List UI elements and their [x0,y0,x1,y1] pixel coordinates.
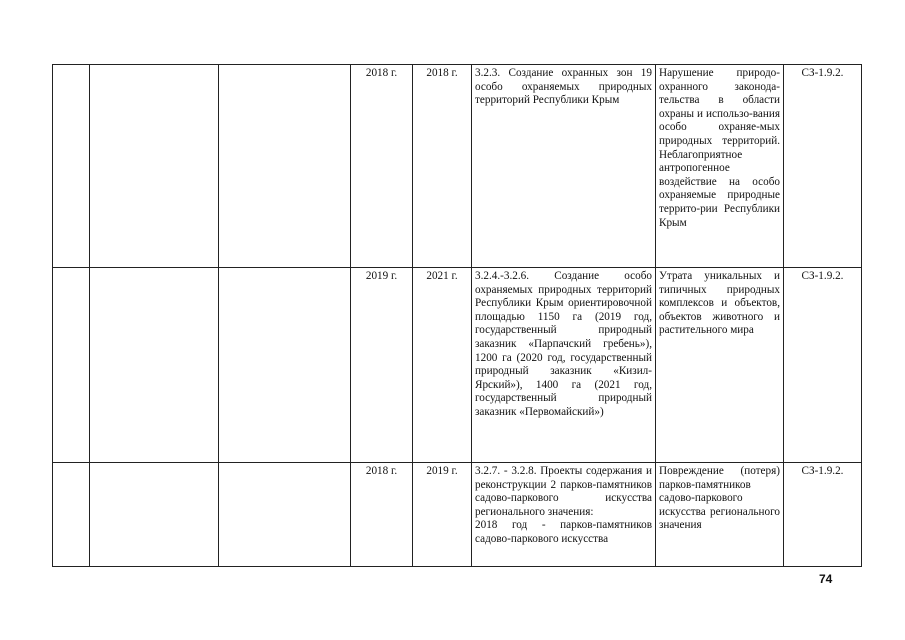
table-row [53,463,862,567]
measure-cell: 3.2.4.-3.2.6. Создание особо охраняемых природных территорий Республики Крым ориентировочной площадью 1150 га (2019 год, государственный природный заказник «Парпачский гребень»), 1200 га (2020 год, государственный природный заказник «Кизил-Ярский»), 1400 га (2021 год, государственный природный заказник «Первомайский») [472,268,656,463]
blank-cell [219,268,351,463]
risk-cell: Утрата уникальных и типичных природных комплексов и объектов, объектов животного и растительного мира [656,268,784,463]
blank-cell [90,463,219,567]
blank-cell [53,268,90,463]
blank-cell [219,65,351,268]
blank-cell [90,65,219,268]
code-cell: СЗ-1.9.2. [784,65,862,268]
end-year-cell: 2018 г. [413,65,472,268]
start-year-cell: 2018 г. [351,463,413,567]
end-year-cell: 2019 г. [413,463,472,567]
blank-cell [219,463,351,567]
start-year-cell: 2019 г. [351,268,413,463]
end-year-cell: 2021 г. [413,268,472,463]
risk-cell: Нарушение природо-охранного законода-тельства в области охраны и использо-вания особо охраняе-мых природных территорий. Неблагоприятное антропогенное воздействие на особо охраняемые природные террито-рии Республики Крым [656,65,784,268]
measures-table [52,64,862,567]
code-cell: СЗ-1.9.2. [784,463,862,567]
start-year-cell: 2018 г. [351,65,413,268]
measure-cell: 3.2.3. Создание охранных зон 19 особо охраняемых природных территорий Республики Крым [472,65,656,268]
blank-cell [53,65,90,268]
risk-cell: Повреждение (потеря) парков-памятников садово-паркового искусства регионального значения [656,463,784,567]
table-row [53,65,862,268]
blank-cell [90,268,219,463]
measure-cell: 3.2.7. - 3.2.8. Проекты содержания и реконструкции 2 парков-памятников садово-паркового искусства регионального значения: 2018 год - парков-памятников садово-паркового искусства [472,463,656,567]
blank-cell [53,463,90,567]
table-row [53,268,862,463]
page-number: 74 [819,572,833,586]
code-cell: СЗ-1.9.2. [784,268,862,463]
